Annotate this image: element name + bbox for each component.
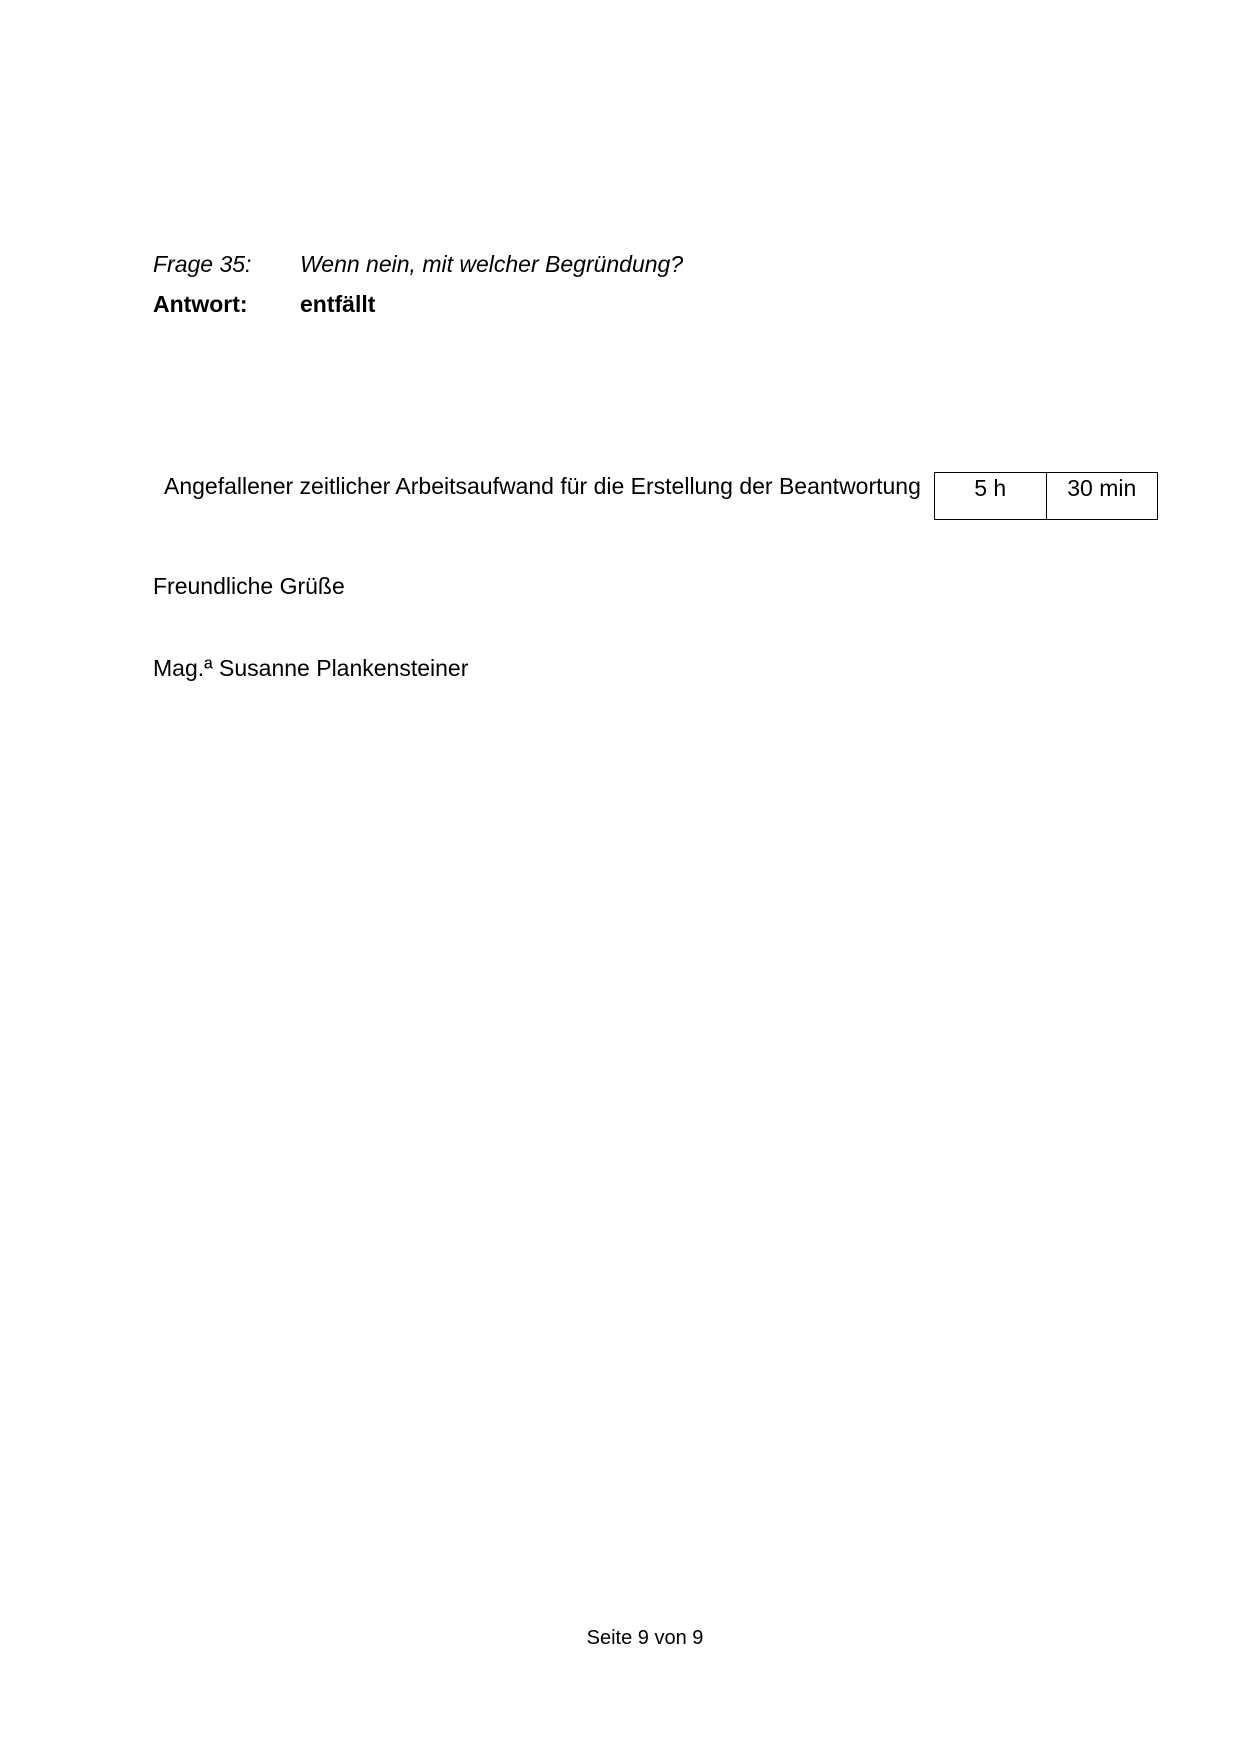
page-footer: Seite 9 von 9: [586, 1627, 704, 1649]
answer-text: entfällt: [300, 291, 376, 317]
effort-label: Angefallener zeitlicher Arbeitsaufwand für die Erstellung der Beantwortung: [164, 473, 921, 499]
effort-hours-cell: 5 h: [974, 475, 1007, 501]
effort-table: [934, 472, 1158, 520]
answer-label: Antwort:: [153, 291, 248, 317]
effort-minutes-cell: 30 min: [1046, 473, 1158, 519]
question-text: Wenn nein, mit welcher Begründung?: [300, 251, 684, 277]
question-label: Frage 35:: [153, 251, 252, 277]
closing-greeting: Freundliche Grüße: [153, 573, 345, 599]
signature-name: Mag.ª Susanne Plankensteiner: [153, 655, 469, 681]
